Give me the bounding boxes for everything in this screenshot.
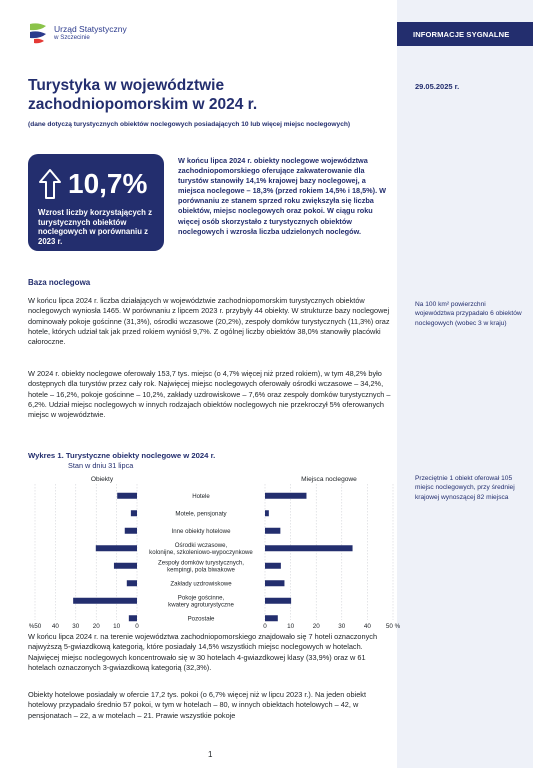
- publication-date: 29.05.2025 r.: [415, 82, 460, 91]
- chart-title: Wykres 1. Turystyczne obiekty noclegowe w 2024 r.: [28, 451, 216, 460]
- right-series-label: Miejsca noclegowe: [301, 476, 357, 483]
- category-label: Pozostałe: [187, 615, 215, 623]
- category-label: Pokoje gościnne, kwatery agroturystyczne: [168, 594, 234, 609]
- bar-miejsca: [265, 580, 284, 586]
- logo: [28, 22, 127, 44]
- kpi-value: 10,7%: [68, 168, 148, 199]
- bar-obiekty: [129, 615, 137, 621]
- logo-subname: w Szczecinie: [54, 34, 90, 41]
- category-label: Hotele: [192, 492, 210, 500]
- arrow-up-icon: [38, 168, 62, 200]
- paragraph-4: Obiekty hotelowe posiadały w ofercie 17,2 tys. pokoi (o 6,7% więcej niż w lipcu 2023 r.). Na jeden obiekt hotelowy przypadało średnio 57 pokoi, w tym w hotelach – 80, w innych obiektach hotelowych – 42, w pensjonatach – 22, a w motelach – 21. Prawie wszystkie pokoje: [28, 690, 366, 720]
- tick-label: 10: [287, 623, 295, 630]
- kpi-description: Wzrost liczby korzystających z turystycznych obiektów noclegowych w porównaniu z 2023 r.: [38, 208, 152, 246]
- bar-obiekty: [127, 580, 137, 586]
- logo-name: Urząd Statystyczny: [54, 24, 127, 34]
- category-label: Zakłady uzdrowiskowe: [170, 580, 232, 588]
- paragraph-3: W końcu lipca 2024 r. na terenie województwa zachodniopomorskiego znajdowało się 7 hoteli oznaczonych najwyższą 5-gwiazdkową kategorią, które posiadały 14,5% wszystkich miejsc noclegowych w hotelach. Najwięcej miejsc noclegowych koncentrowało się w 30 hotelach 4-gwiazdkowej klasy (33,9%) oraz w 61 hotelach oznaczonych 3-gwiazdkową kategorią (32,3%).: [28, 632, 378, 672]
- page-number: 1: [208, 750, 213, 759]
- bar-miejsca: [265, 563, 281, 569]
- tick-label: 30: [72, 623, 80, 630]
- tick-label: 0: [263, 623, 267, 630]
- side-note-average-places: Przeciętnie 1 obiekt oferował 105 miejsc noclegowych, przy średniej krajowej wynoszącej 82 miejsca: [415, 475, 515, 501]
- bar-miejsca: [265, 493, 306, 499]
- bar-miejsca: [265, 528, 280, 534]
- category-label: Ośrodki wczasowe, kolonijne, szkoleniowo-wypoczynkowe: [149, 542, 253, 556]
- tick-label: 20: [92, 623, 100, 630]
- bar-obiekty: [96, 545, 137, 551]
- category-label: Inne obiekty hotelowe: [171, 527, 231, 535]
- side-note-density: Na 100 km² powierzchni województwa przypadało 6 obiektów noclegowych (wobec 3 w kraju): [415, 301, 522, 327]
- bar-miejsca: [265, 615, 278, 621]
- tick-label: 20: [312, 623, 320, 630]
- tick-label: 0: [135, 623, 139, 630]
- tick-label: 50 %: [385, 623, 400, 630]
- tick-label: 10: [113, 623, 121, 630]
- tick-label: 40: [363, 623, 371, 630]
- bar-obiekty: [114, 563, 137, 569]
- bar-obiekty: [117, 493, 137, 499]
- left-series-label: Obiekty: [90, 476, 114, 483]
- paragraph-2: W 2024 r. obiekty noclegowe oferowały 153,7 tys. miejsc (o 4,7% więcej niż przed rokiem), w tym 48,2% było dostępnych dla turystów przez cały rok. Najwięcej miejsc noclegowych oferowały ośrodki wczasowe – 34,2%, hotele – 16,2%, pokoje gościnne – 10,2%, zakłady uzdrowiskowe – 7,6% oraz zespoły domków turystycznych – 6,2%. Udział miejsc noclegowych w innych rodzajach obiektów noclegowych nie przekroczył 5% oferowanych miejsc w województwie.: [28, 369, 391, 420]
- tick-label: 30: [338, 623, 346, 630]
- kpi-highlight-box: [28, 154, 164, 251]
- bar-miejsca: [265, 510, 269, 516]
- section-heading: Baza noclegowa: [28, 278, 91, 287]
- page-title: Turystyka w województwie zachodniopomorskim w 2024 r.: [28, 77, 258, 113]
- signal-tag: INFORMACJE SYGNALNE: [397, 22, 533, 46]
- page-subtitle: (dane dotyczą turystycznych obiektów noclegowych posiadających 10 lub więcej miejsc noclegowych): [28, 121, 351, 128]
- bar-obiekty: [131, 510, 137, 516]
- side-column: [397, 0, 533, 768]
- bar-obiekty: [73, 598, 137, 604]
- paragraph-1: W końcu lipca 2024 r. liczba działających w województwie zachodniopomorskim turystycznych obiektów noclegowych wyniosła 1465. W porównaniu z lipcem 2023 r. przybyły 44 obiekty. W strukturze bazy noclegowej dominowały pokoje gościnne (31,3%), ośrodki wczasowe (20,2%), zespoły domków turystycznych (11,3%) oraz hotele, których udział tak jak przed rokiem wyniósł 9,7%. Z ogólnej liczby obiektów 38,0% stanowiły placówki całoroczne.: [28, 296, 390, 347]
- category-label: Motele, pensjonaty: [175, 510, 227, 518]
- chart-subtitle: Stan w dniu 31 lipca: [68, 461, 134, 470]
- logo-icon: [28, 22, 48, 44]
- bar-miejsca: [265, 545, 353, 551]
- lead-paragraph: W końcu lipca 2024 r. obiekty noclegowe województwa zachodniopomorskiego oferujące zakwaterowanie dla turystów stanowiły 14,1% krajowej bazy noclegowej, a miejsca noclegowe – 18,3% (przed rokiem 14,5% i 18,5%). W porównaniu ze stanem sprzed roku zwiększyła się liczba obiektów, miejsc noclegowych oraz pokoi. W ciągu roku więcej osób skorzystało z turystycznych obiektów noclegowych i wzrosła liczba udzielonych noclegów.: [178, 156, 387, 236]
- tick-label: 40: [51, 623, 59, 630]
- category-label: Zespoły domków turystycznych, kempingi, pola biwakowe: [157, 559, 245, 574]
- tick-label: %50: [28, 623, 42, 630]
- bar-obiekty: [125, 528, 137, 534]
- bar-miejsca: [265, 598, 291, 604]
- accommodation-chart: [0, 470, 400, 630]
